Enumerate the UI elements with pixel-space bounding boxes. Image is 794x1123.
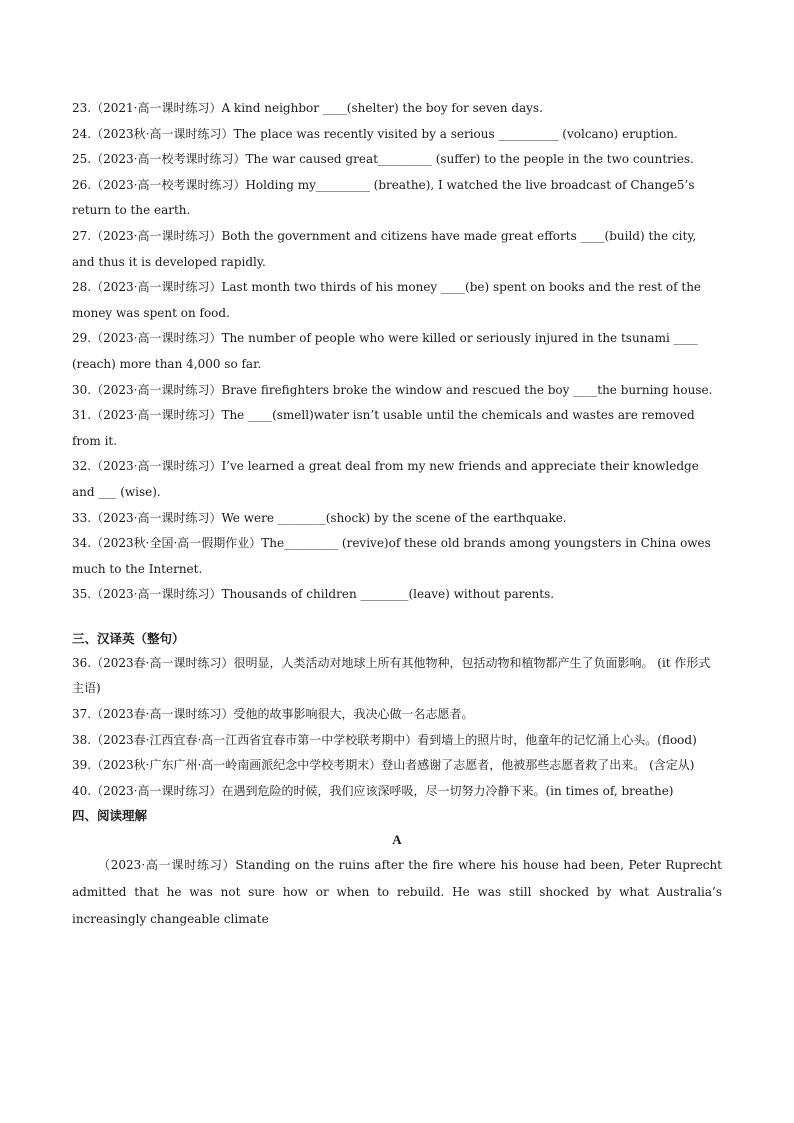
- question-item: 30.（2023·高一课时练习）Brave firefighters broke the window and rescued the boy ____the burning house.: [72, 382, 713, 397]
- passage-title: A: [392, 832, 402, 848]
- question-item: 35.（2023·高一课时练习）Thousands of children ________(leave) without parents.: [72, 587, 555, 602]
- section-heading-reading: 四、阅读理解: [72, 808, 148, 824]
- question-item: 39.（2023秋·广东广州·高一岭南画派纪念中学校考期末）登山者感谢了志愿者，他被那些志愿者救了出来。 (含定从): [72, 758, 695, 773]
- question-item: 33.（2023·高一课时练习）We were ________(shock) by the scene of the earthquake.: [72, 510, 567, 525]
- question-item: 37.（2023春·高一课时练习）受他的故事影响很大，我决心做一名志愿者。: [72, 707, 474, 722]
- question-item: 26.（2023·高一校考课时练习）Holding my_________ (breathe), I watched the live broadcast of Change5’s return to the earth.: [72, 177, 695, 218]
- translation-questions: [72, 651, 722, 805]
- question-item: 24.（2023秋·高一课时练习）The place was recently visited by a serious __________ (volcano) eruption.: [72, 126, 678, 141]
- question-item: 31.（2023·高一课时练习）The ____(smell)water isn’t usable until the chemicals and wastes are removed from it.: [72, 408, 695, 448]
- question-item: 34.（2023秋·全国·高一假期作业）The_________ (revive)of these old brands among youngsters in China owes much to the Internet.: [72, 536, 711, 576]
- fill-in-questions: [72, 96, 722, 608]
- question-item: 38.（2023春·江西宜春·高一江西省宜春市第一中学校联考期中）看到墙上的照片时，他童年的记忆涌上心头。(flood): [72, 732, 697, 747]
- question-item: 23.（2021·高一课时练习）A kind neighbor ____(shelter) the boy for seven days.: [72, 101, 543, 115]
- question-item: 25.（2023·高一校考课时练习）The war caused great_________ (suffer) to the people in the two countries.: [72, 152, 694, 167]
- question-item: 36.（2023春·高一课时练习）很明显，人类活动对地球上所有其他物种，包括动物和植物都产生了负面影响。 (it 作形式主语): [72, 655, 711, 696]
- section-heading-translation: 三、汉译英（整句）: [72, 630, 185, 646]
- question-item: 28.（2023·高一课时练习）Last month two thirds of his money ____(be) spent on books and the rest of the money was spent on food.: [72, 280, 702, 320]
- question-item: 27.（2023·高一课时练习）Both the government and citizens have made great efforts ____(build) the city, and thus it is developed rapidly.: [72, 228, 697, 269]
- worksheet-content: [72, 96, 722, 933]
- question-item: 32.（2023·高一课时练习）I’ve learned a great deal from my new friends and appreciate their knowledge and ___ (wise).: [72, 459, 699, 499]
- question-item: 40.（2023·高一课时练习）在遇到危险的时候，我们应该深呼吸，尽一切努力冷静下来。(in times of, breathe): [72, 783, 674, 798]
- question-item: 29.（2023·高一课时练习）The number of people who were killed or seriously injured in the tsunami ____ (reach) more than 4,000 so far.: [72, 331, 698, 371]
- passage-text: （2023·高一课时练习）Standing on the ruins after the fire where his house had been, Peter Ruprecht admitted that he was not sure how or when to rebuild. He was still shocked by what Australia’s increasingly changeable climate: [72, 858, 722, 927]
